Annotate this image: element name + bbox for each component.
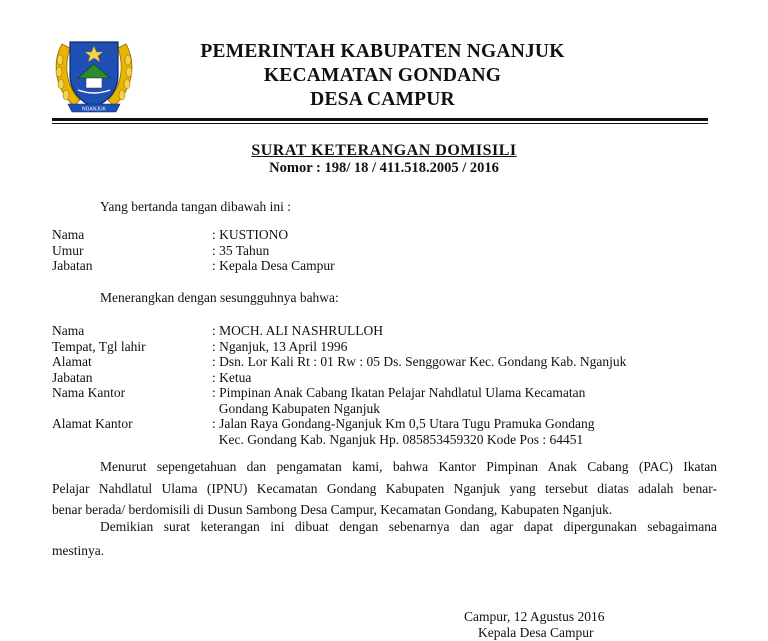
letterhead-district: KECAMATAN GONDANG [263,65,502,86]
field-label [52,401,212,417]
field-label: Nama [52,323,85,338]
field-value: : Pimpinan Anak Cabang Ikatan Pelajar Nahdlatul Ulama Kecamatan [212,385,586,400]
subject-row [52,370,626,386]
field-value: : Nganjuk, 13 April 1996 [212,338,348,354]
nganjuk-emblem-icon [48,30,140,116]
document-number: Nomor : 198/ 18 / 411.518.2005 / 2016 [269,160,499,176]
signer-row [52,227,335,243]
letterhead-village: DESA CAMPUR [310,89,455,110]
statement-line: Pelajar Nahdlatul Ulama (IPNU) Kecamatan Gondang Kabupaten Nganjuk yang tersebut diatas adalah benar- [52,481,717,496]
letterhead-rule [52,118,708,121]
field-label: Alamat [52,354,92,369]
signer-row [52,243,335,259]
declare-text: Menerangkan dengan sesungguhnya bahwa: [100,290,339,305]
letterhead-government: PEMERINTAH KABUPATEN NGANJUK [200,41,565,62]
statement-line: benar berada/ berdomisili di Dusun Sambong Desa Campur, Kecamatan Gondang, Kabupaten Nganjuk. [52,502,613,517]
field-label: Jabatan [52,369,93,385]
subject-row [52,432,626,448]
svg-text:NGANJUK: NGANJUK [82,106,106,113]
field-label: Jabatan [52,258,93,273]
subject-row [52,385,626,401]
subject-row [52,416,626,432]
field-value: Gondang Kabupaten Nganjuk [212,400,380,416]
subject-details [52,323,626,447]
field-label [52,432,212,448]
statement-paragraph [52,456,717,562]
closing-line: mestinya. [52,543,105,558]
intro-text: Yang bertanda tangan dibawah ini : [100,199,291,214]
statement-line: Menurut sepengetahuan dan pengamatan kami, bahwa Kantor Pimpinan Anak Cabang (PAC) Ikatan [100,459,717,474]
field-value: : Dsn. Lor Kali Rt : 01 Rw : 05 Ds. Senggowar Kec. Gondang Kab. Nganjuk [212,354,627,369]
letterhead [150,40,615,112]
field-value: : MOCH. ALI NASHRULLOH [212,323,384,338]
field-label: Alamat Kantor [52,416,133,431]
signer-role: Kepala Desa Campur [478,625,594,640]
field-value: : KUSTIONO [212,227,289,242]
field-value: : 35 Tahun [212,242,270,258]
field-value: : Kepala Desa Campur [212,258,335,273]
closing-line: Demikian surat keterangan ini dibuat dengan sebenarnya dan agar dapat dipergunakan sebagaimana [100,519,717,534]
subject-row [52,339,626,355]
field-value: : Ketua [212,369,252,385]
subject-row [52,401,626,417]
document-title: SURAT KETERANGAN DOMISILI [251,142,517,159]
field-label: Nama Kantor [52,385,126,400]
signer-details [52,227,335,274]
field-value: Kec. Gondang Kab. Nganjuk Hp. 085853459320 Kode Pos : 64451 [212,431,584,447]
place-date: Campur, 12 Agustus 2016 [464,609,605,624]
subject-row [52,323,626,339]
field-label: Tempat, Tgl lahir [52,338,146,354]
field-value: : Jalan Raya Gondang-Nganjuk Km 0,5 Utara Tugu Pramuka Gondang [212,416,595,431]
signer-row [52,258,335,274]
subject-row [52,354,626,370]
letterhead-rule-thin [52,123,708,124]
field-label: Nama [52,227,85,242]
field-label: Umur [52,242,84,258]
